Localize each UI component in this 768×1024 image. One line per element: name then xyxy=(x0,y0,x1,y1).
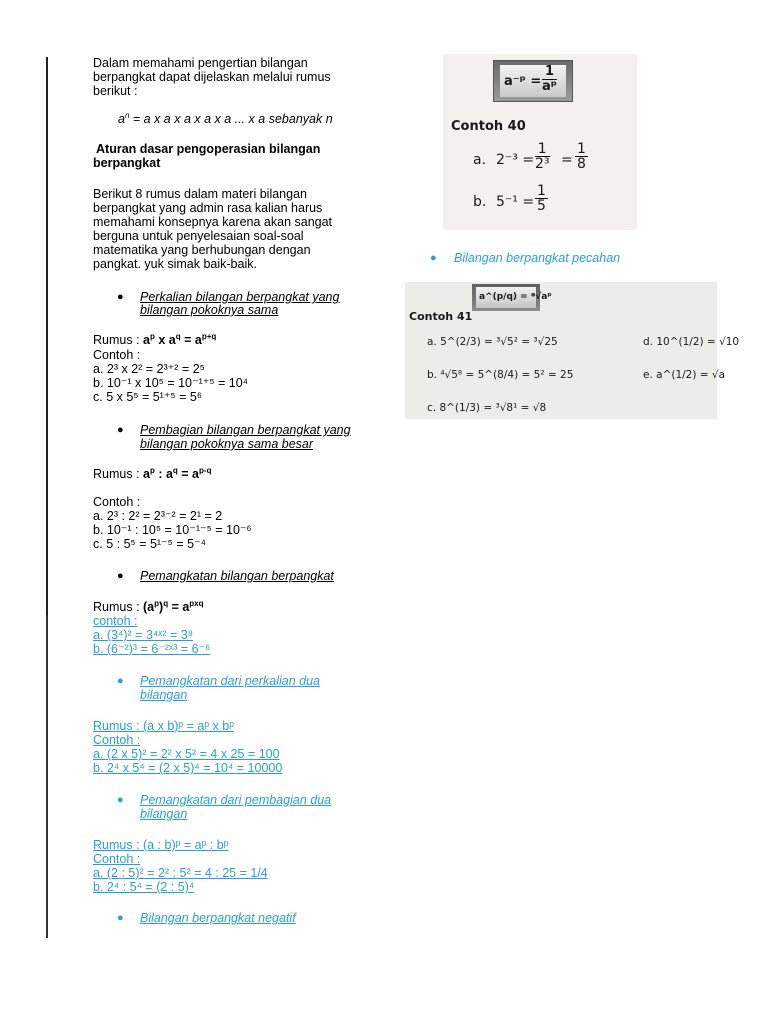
ex41-d: d. 10^(1/2) = √10 xyxy=(643,336,740,348)
image-fractional-exponent xyxy=(405,282,740,419)
s5-b: b. 2⁴ : 5⁴ = (2 : 5)⁴ xyxy=(93,880,195,894)
formula-negative-exponent: a⁻ᵖ = $\frac{1}{\text{aᵖ}}$ xyxy=(500,65,566,97)
bullet-dot: ● xyxy=(117,424,124,436)
s2-b: b. 10⁻¹ : 10⁵ = 10⁻¹⁻⁵ = 10⁻⁶ xyxy=(93,523,252,537)
right-bullet-title: Bilangan berpangkat pecahan xyxy=(454,251,621,265)
s2-contoh: Contoh : xyxy=(93,495,141,509)
s5-title-1: Pemangkatan dari pembagian dua xyxy=(140,793,332,807)
s4-rumus: Rumus : (a x b)ᵖ = aᵖ x bᵖ xyxy=(93,719,234,733)
para-line-5: matematika yang berhubungan dengan xyxy=(93,243,311,257)
para-line-4: berguna untuk penyelesaian soal-soal xyxy=(93,229,304,243)
formula-fractional-exponent: a^(p/q) = ᵠ√aᵖ xyxy=(476,287,536,308)
s3-a: a. (3⁴)² = 3⁴ˣ² = 3⁸ xyxy=(93,628,194,642)
para-line-1: Berikut 8 rumus dalam materi bilangan xyxy=(93,187,307,201)
formula-banner xyxy=(493,60,573,102)
ex41-a: a. 5^(2/3) = ³√5² = ³√25 xyxy=(427,336,558,348)
formula-banner xyxy=(472,284,552,311)
s1-title-2: bilangan pokoknya sama xyxy=(140,303,279,317)
intro-line-3: berikut : xyxy=(93,84,138,98)
bullet-dot: ● xyxy=(117,794,124,806)
s2-title-1: Pembagian bilangan berpangkat yang xyxy=(140,423,351,437)
ex41-e: e. a^(1/2) = √a xyxy=(643,369,726,381)
para-line-6: pangkat. yuk simak baik-baik. xyxy=(93,257,257,271)
s5-rumus: Rumus : (a : b)ᵖ = aᵖ : bᵖ xyxy=(93,838,229,852)
ex40-b-frac: $\frac{1}{5}$ xyxy=(537,183,546,214)
s1-c: c. 5 x 5⁵ = 5¹⁺⁵ = 5⁶ xyxy=(93,390,202,404)
image-negative-exponent xyxy=(443,54,637,230)
bullet-dot: ● xyxy=(117,570,124,582)
para-line-2: berpangkat yang admin rasa kalian harus xyxy=(93,201,323,215)
ex40-b-label: b. xyxy=(473,194,487,210)
ex40-a-expr: 2⁻³ = xyxy=(496,152,535,168)
heading-line-2: berpangkat xyxy=(93,156,161,170)
margin-bar-blue xyxy=(46,615,48,938)
s4-contoh: Contoh : xyxy=(93,733,141,747)
s5-title-2: bilangan xyxy=(140,807,188,821)
s2-c: c. 5 : 5⁵ = 5¹⁻⁵ = 5⁻⁴ xyxy=(93,537,207,551)
s1-title-1: Perkalian bilangan berpangkat yang xyxy=(140,290,340,304)
s1-b: b. 10⁻¹ x 10⁵ = 10⁻¹⁺⁵ = 10⁴ xyxy=(93,376,249,390)
s6-title: Bilangan berpangkat negatif xyxy=(140,911,296,925)
s5-contoh: Contoh : xyxy=(93,852,141,866)
s5-a: a. (2 : 5)² = 2² : 5² = 4 : 25 = 1/4 xyxy=(93,866,268,880)
intro-line-2: berpangkat dapat dijelaskan melalui rumus xyxy=(93,70,331,84)
bullet-dot: ● xyxy=(117,675,124,687)
s3-rumus: Rumus : $(a^p)^q = a^{pxq}$ xyxy=(93,599,204,614)
ex40-b-expr: 5⁻¹ = xyxy=(496,194,535,210)
s1-contoh: Contoh : xyxy=(93,348,141,362)
s2-a: a. 2³ : 2² = 2³⁻² = 2¹ = 2 xyxy=(93,509,223,523)
margin-bar-black xyxy=(46,57,48,615)
bullet-dot: ● xyxy=(430,252,437,264)
ex41-b: b. ⁴√5⁸ = 5^(8/4) = 5² = 25 xyxy=(427,369,574,381)
s3-title: Pemangkatan bilangan berpangkat xyxy=(140,569,334,583)
bullet-dot: ● xyxy=(117,291,124,303)
heading-line-1: Aturan dasar pengoperasian bilangan xyxy=(96,142,321,156)
s1-rumus: Rumus : $a^p$ x $a^q = a^{p+q}$ xyxy=(93,332,217,347)
s2-rumus: Rumus : $a^p$ : $a^q = a^{p-q}$ xyxy=(93,466,212,481)
ex40-a-frac2: $\frac{1}{8}$ xyxy=(577,141,586,172)
ex40-a-frac1: $\frac{1}{\text{2³}}$ xyxy=(535,141,550,172)
para-line-3: memahami konsepnya karena akan sangat xyxy=(93,215,333,229)
ex40-a-eq: = xyxy=(561,152,573,168)
intro-line-1: Dalam memahami pengertian bilangan xyxy=(93,56,308,70)
bullet-dot: ● xyxy=(117,912,124,924)
contoh-40-label: Contoh 40 xyxy=(451,119,526,134)
s2-title-2: bilangan pokoknya sama besar xyxy=(140,437,314,451)
s1-a: a. 2³ x 2² = 2³⁺² = 2⁵ xyxy=(93,362,205,376)
s4-title-1: Pemangkatan dari perkalian dua xyxy=(140,674,320,688)
ex41-c: c. 8^(1/3) = ³√8¹ = √8 xyxy=(427,402,547,414)
ex40-a-label: a. xyxy=(473,152,487,168)
s4-a: a. (2 x 5)² = 2² x 5² = 4 x 25 = 100 xyxy=(93,747,280,761)
s4-b: b. 2⁴ x 5⁴ = (2 x 5)⁴ = 10⁴ = 10000 xyxy=(93,761,283,775)
contoh-41-label: Contoh 41 xyxy=(409,310,473,323)
s3-contoh: contoh : xyxy=(93,614,138,628)
s3-b: b. (6⁻²)³ = 6⁻²ˣ³ = 6⁻⁶ xyxy=(93,642,211,656)
s4-title-2: bilangan xyxy=(140,688,188,702)
intro-formula: $a^n = a$ x a x a x a x a ... x a sebanyak n xyxy=(118,111,333,126)
